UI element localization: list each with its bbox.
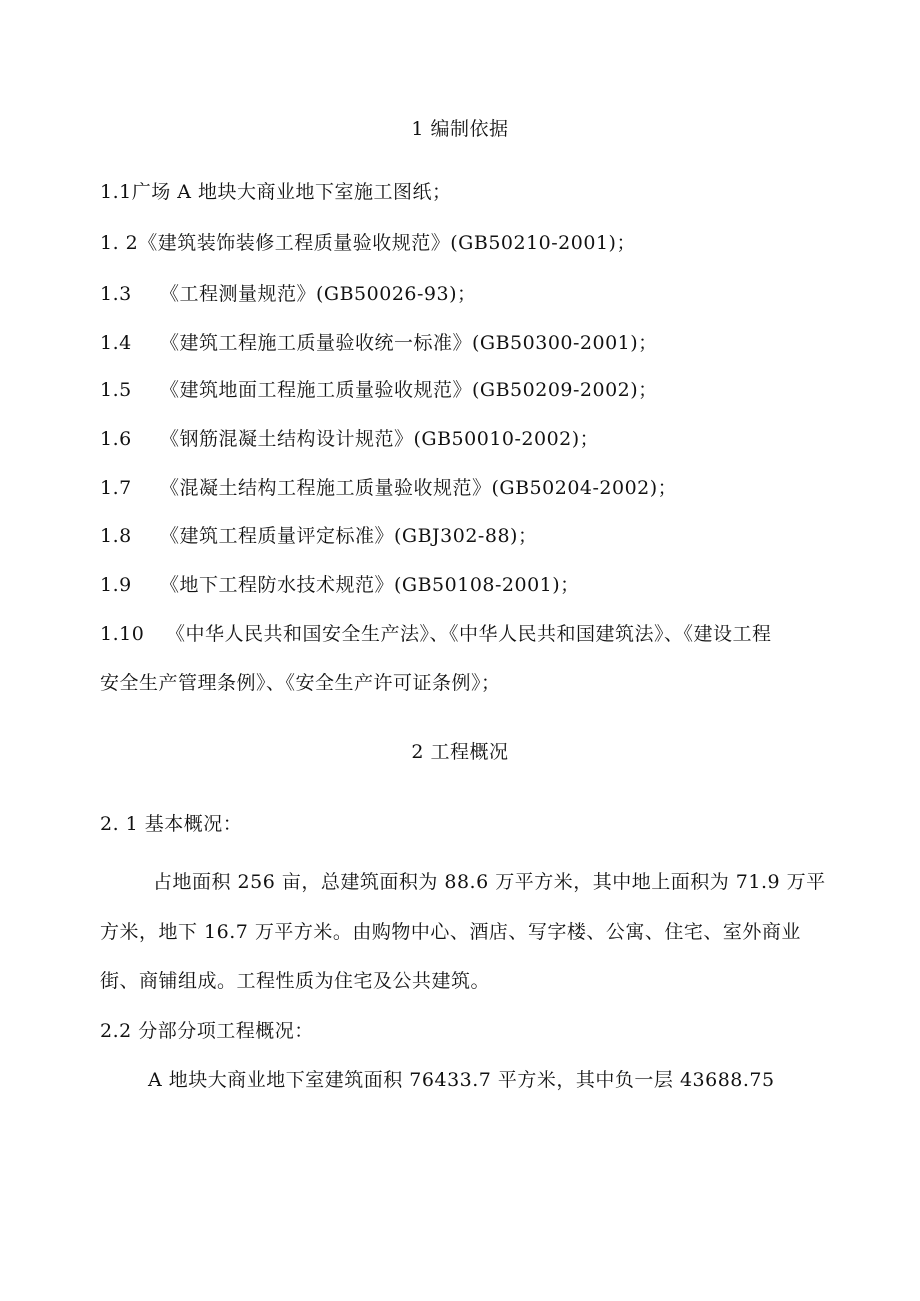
reference-number: 1.1 [100,181,132,203]
section-2-heading: 2 工程概况 [411,741,509,763]
reference-number: 1. 2 [100,232,139,254]
reference-number: 1.3 [100,283,132,305]
reference-item-1-10 [100,622,772,646]
reference-text: 《中华人民共和国安全生产法》、《中华人民共和国建筑法》、《建设工程 [166,623,772,645]
reference-text: 《建筑工程质量评定标准》(GBJ302-88)； [160,525,538,547]
reference-item-1-3 [100,282,477,306]
reference-item-1-10-continued: 安全生产管理条例》、《安全生产许可证条例》； [100,672,501,694]
reference-text: 《建筑工程施工质量验收统一标准》(GB50300-2001)； [160,332,658,354]
reference-item-1-7 [100,476,677,500]
reference-number: 1.6 [100,428,132,450]
subsection-2-1-paragraph-line-2: 方米，地下 16.7 万平方米。由购物中心、酒店、写字楼、公寓、住宅、室外商业 [100,921,801,943]
subsection-2-2-paragraph: A 地块大商业地下室建筑面积 76433.7 平方米，其中负一层 43688.75 [148,1069,775,1091]
reference-text: 广场 A 地块大商业地下室施工图纸； [131,181,452,203]
reference-item-1-4 [100,331,658,355]
reference-item-1-8 [100,524,537,548]
reference-number: 1.4 [100,332,132,354]
reference-text: 《工程测量规范》(GB50026-93)； [160,283,477,305]
subsection-2-2-title: 2.2 分部分项工程概况： [100,1020,314,1042]
subsection-2-1-title: 2. 1 基本概况： [100,813,243,835]
reference-item-1-6 [100,427,599,451]
reference-number: 1.5 [100,379,132,401]
reference-item-1-2 [100,231,636,255]
reference-text: 《钢筋混凝土结构设计规范》(GB50010-2002)； [160,428,600,450]
reference-item-1-9 [100,573,580,597]
reference-item-1-5 [100,378,658,402]
reference-text: 《建筑装饰装修工程质量验收规范》(GB50210-2001)； [138,232,636,254]
reference-number: 1.8 [100,525,132,547]
reference-text: 《混凝土结构工程施工质量验收规范》(GB50204-2002)； [160,477,678,499]
reference-number: 1.9 [100,574,132,596]
subsection-2-1-paragraph-line-1: 占地面积 256 亩，总建筑面积为 88.6 万平方米，其中地上面积为 71.9 万平 [153,871,826,893]
reference-text: 《地下工程防水技术规范》(GB50108-2001)； [160,574,580,596]
reference-text: 《建筑地面工程施工质量验收规范》(GB50209-2002)； [160,379,658,401]
subsection-2-1-paragraph-line-3: 街、商铺组成。工程性质为住宅及公共建筑。 [100,970,491,992]
reference-number: 1.7 [100,477,132,499]
reference-number: 1.10 [100,623,145,645]
reference-item-1-1 [100,180,452,204]
section-1-heading: 1 编制依据 [411,118,509,140]
